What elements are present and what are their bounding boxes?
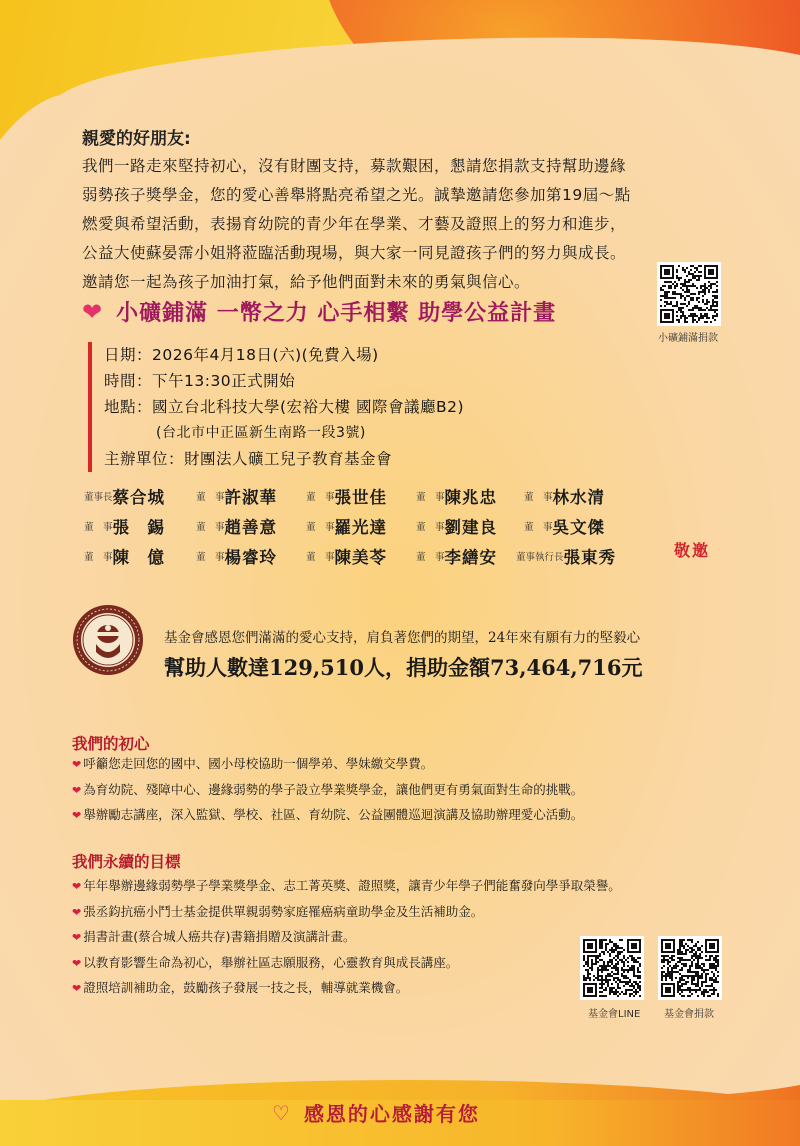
board-member [306,484,387,508]
heart-icon: ❤ [72,783,82,797]
member-role: 董 事 [84,522,113,533]
board-member [196,544,277,568]
heart-icon: ❤ [72,905,82,919]
footer-slogan-text: 感恩的心感謝有您 [303,1102,480,1126]
list-item [72,778,712,804]
heart-icon: ❤ [72,956,82,970]
event-organizer: 主辦單位：財團法人礦工兒子教育基金會 [104,450,393,468]
board-member [84,514,165,538]
event-details [88,342,464,472]
plan-title [82,296,556,327]
letter-line: 弱勢孩子獎學金，您的愛心善舉將點亮希望之光。誠摯邀請您參加第19屆～點 [82,186,631,204]
board-member [416,514,497,538]
section-title-mission: 我們的初心 [72,734,150,753]
event-place: 地點：國立台北科技大學(宏裕大樓 國際會議廳B2) [104,398,465,416]
letter-line: 燃愛與希望活動，表揚育幼院的青少年在學業、才藝及證照上的努力和進步， [82,215,627,233]
member-name: 劉建良 [444,518,498,537]
member-role: 董 事 [306,552,335,563]
board-member [306,514,387,538]
letter-line: 我們一路走來堅持初心，沒有財團支持，募款艱困，懇請您捐款支持幫助邊緣 [82,157,627,175]
donation-qr-caption: 小礦鋪滿捐款 [658,333,718,344]
list-item [72,752,712,778]
member-name: 張東秀 [563,548,617,567]
member-role: 董 事 [84,552,113,563]
line-qr-code[interactable] [580,936,644,1000]
member-role: 董 事 [306,492,335,503]
list-item-text: 證照培訓補助金，鼓勵孩子發展一技之長，輔導就業機會。 [83,980,409,995]
board-member [524,484,605,508]
foundation-thanks: 基金會感恩您們滿滿的愛心支持，肩負著您們的期望，24年來有願有力的堅毅心 [164,630,641,646]
heart-icon: ❤ [72,880,82,893]
list-item [72,900,712,926]
board-member [84,484,165,508]
heart-icon: ❤ [72,982,82,995]
board-member [416,484,497,508]
member-name: 許淑華 [224,488,278,507]
letter-line: 公益大使蘇晏霈小姐將蒞臨活動現場，與大家一同見證孩子們的努力與成長。 [82,244,627,262]
member-name: 羅光達 [334,518,388,537]
mission-list [72,752,712,829]
board-member [84,544,165,568]
member-role: 董 事 [524,522,553,533]
section-title-goals: 我們永續的目標 [72,852,181,871]
member-role: 董 事 [416,492,445,503]
line-qr-caption: 基金會LINE [588,1009,641,1020]
member-role: 董 事 [306,522,335,533]
member-name: 陳美苓 [334,548,388,567]
greeting: 親愛的好朋友: [82,129,191,149]
list-item-text: 以教育影響生命為初心，舉辦社區志願服務，心靈教育與成長講座。 [83,954,459,970]
event-time: 時間：下午13:30正式開始 [104,372,296,390]
member-name: 張世佳 [334,488,388,507]
member-name: 李繕安 [444,548,498,567]
heart-icon: ❤ [72,758,82,771]
plan-title-text: 小礦鋪滿 一幣之力 心手相繫 助學公益計畫 [116,301,557,326]
invitation-letter [82,152,692,297]
member-name: 趙善意 [224,518,278,537]
list-item-text: 捐書計畫(蔡合城人癌共存)書籍捐贈及演講計畫。 [83,929,356,944]
donation-qr-code[interactable] [657,262,721,326]
list-item-text: 呼籲您走回您的國中、國小母校協助一個學弟、學妹繳交學費。 [83,756,434,771]
event-date: 日期：2026年4月18日(六)(免費入場) [104,346,379,364]
foundation-donation-qr-code[interactable] [658,936,722,1000]
board-member [416,544,497,568]
board-row [84,484,744,514]
board-member [516,544,616,568]
member-name: 張 錫 [112,518,166,537]
list-item-text: 為育幼院、殘障中心、邊緣弱勢的學子設立學業獎學金，讓他們更有勇氣面對生命的挑戰。 [83,781,584,797]
member-name: 吳文傑 [552,518,606,537]
heart-icon: ♡ [272,1100,290,1125]
member-role: 董 事 [416,552,445,563]
member-role: 董 事 [524,492,553,503]
member-role: 董 事 [196,552,225,563]
board-of-directors [84,484,744,574]
list-item-text: 年年舉辦邊緣弱勢學子學業獎學金、志工菁英獎、證照獎，讓青少年學子們能奮發向學爭取榮譽。 [83,878,621,893]
foundation-stats: 幫助人數達129,510人，捐助金額73,464,716元 [164,655,643,680]
member-name: 楊睿玲 [224,548,278,567]
member-role: 董 事 [196,492,225,503]
member-name: 林水清 [552,488,606,507]
foundation-seal-logo [72,604,144,676]
board-member [306,544,387,568]
heart-icon: ❤ [72,931,82,944]
board-member [524,514,605,538]
member-role: 董事長 [84,492,113,503]
member-role: 董事執行長 [516,552,564,563]
list-item [72,874,712,900]
event-address: (台北市中正區新生南路一段3號) [156,425,366,441]
invitation-sign: 敬邀 [674,541,711,560]
member-role: 董 事 [416,522,445,533]
footer-slogan [272,1098,480,1127]
list-item-text: 舉辦勵志講座，深入監獄、學校、社區、育幼院、公益團體巡迴演講及協助辦理愛心活動。 [83,807,584,822]
board-member [196,514,277,538]
list-item [72,803,712,829]
board-member [196,484,277,508]
member-name: 蔡合城 [112,488,166,507]
board-row [84,514,744,544]
member-role: 董 事 [196,522,225,533]
board-row [84,544,744,574]
heart-icon: ❤ [72,809,82,822]
heart-icon: ❤ [82,297,103,326]
member-name: 陳 億 [112,548,166,567]
letter-line: 邀請您一起為孩子加油打氣，給予他們面對未來的勇氣與信心。 [82,273,531,291]
list-item-text: 張丞鈞抗癌小鬥士基金提供單親弱勢家庭罹癌病童助學金及生活補助金。 [83,903,484,919]
member-name: 陳兆忠 [444,488,498,507]
foundation-donation-qr-caption: 基金會捐款 [664,1009,714,1020]
